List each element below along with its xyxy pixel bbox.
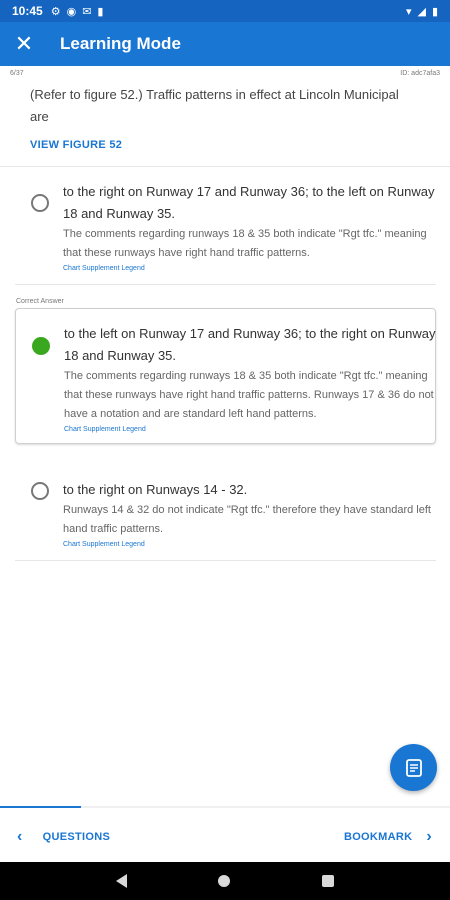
system-nav-bar — [0, 862, 450, 900]
question-counter: 6/37 — [10, 70, 24, 77]
sd-card-icon: ▮ — [97, 5, 104, 18]
answer-text: to the left on Runway 17 and Runway 36; to the right on Runway 18 and Runway 35. — [64, 326, 436, 363]
home-icon[interactable] — [218, 875, 230, 887]
status-icons — [51, 5, 104, 18]
answer-option-3[interactable] — [15, 479, 436, 561]
close-icon[interactable]: ✕ — [14, 31, 34, 56]
question-meta — [10, 70, 440, 77]
question-id: ID: adc7afa3 — [400, 70, 440, 77]
chevron-left-icon: ‹ — [17, 828, 23, 845]
answer-explanation: Runways 14 & 32 do not indicate "Rgt tfc." therefore they have standard left hand traffic patterns. — [63, 504, 431, 535]
answer-option-2[interactable] — [15, 308, 436, 444]
correct-answer-label: Correct Answer — [16, 298, 64, 305]
divider — [15, 560, 436, 561]
radio-unselected-icon[interactable] — [31, 194, 49, 212]
chart-supplement-link[interactable]: Chart Supplement Legend — [63, 265, 145, 272]
radio-unselected-icon[interactable] — [31, 482, 49, 500]
notes-button[interactable] — [390, 744, 437, 791]
view-figure-button[interactable]: VIEW FIGURE 52 — [30, 139, 123, 151]
chart-supplement-link[interactable]: Chart Supplement Legend — [64, 426, 146, 433]
questions-button[interactable] — [17, 828, 110, 846]
wifi-icon: ▾ — [405, 5, 412, 18]
message-icon: ✉ — [82, 5, 92, 18]
recents-icon[interactable] — [322, 875, 334, 887]
chevron-right-icon: › — [426, 828, 432, 845]
status-bar — [0, 0, 450, 22]
questions-label: QUESTIONS — [42, 831, 111, 843]
bookmark-label: BOOKMARK — [343, 831, 413, 843]
app-bar — [0, 22, 450, 66]
chart-supplement-link[interactable]: Chart Supplement Legend — [63, 541, 145, 548]
status-right — [406, 5, 438, 18]
bookmark-button[interactable] — [344, 828, 432, 846]
answer-option-1[interactable] — [15, 181, 436, 285]
progress-bar — [0, 806, 81, 808]
divider — [15, 284, 436, 285]
answer-text: to the right on Runways 14 - 32. — [63, 482, 248, 497]
notes-icon — [404, 758, 424, 778]
question-text: (Refer to figure 52.) Traffic patterns in effect at Lincoln Municipal are — [30, 87, 399, 124]
radio-selected-icon[interactable] — [32, 337, 50, 355]
status-time: 10:45 — [12, 4, 43, 18]
divider — [0, 166, 450, 167]
answer-explanation: The comments regarding runways 18 & 35 both indicate "Rgt tfc." meaning that these runways have right hand traffic patterns. — [63, 228, 427, 259]
answer-text: to the right on Runway 17 and Runway 36; to the left on Runway 18 and Runway 35. — [63, 184, 435, 221]
page-title: Learning Mode — [60, 34, 181, 53]
bottom-nav — [0, 814, 450, 860]
battery-icon: ▮ — [431, 5, 438, 18]
play-protect-icon: ◉ — [66, 5, 77, 18]
gear-icon: ⚙ — [50, 5, 61, 18]
signal-icon: ◢ — [417, 5, 426, 18]
answer-explanation: The comments regarding runways 18 & 35 both indicate "Rgt tfc." meaning that these runways have right hand traffic patterns. Runways 17 & 36 do not have a notation and are standard left hand patterns. — [64, 370, 434, 420]
back-icon[interactable] — [116, 874, 127, 888]
